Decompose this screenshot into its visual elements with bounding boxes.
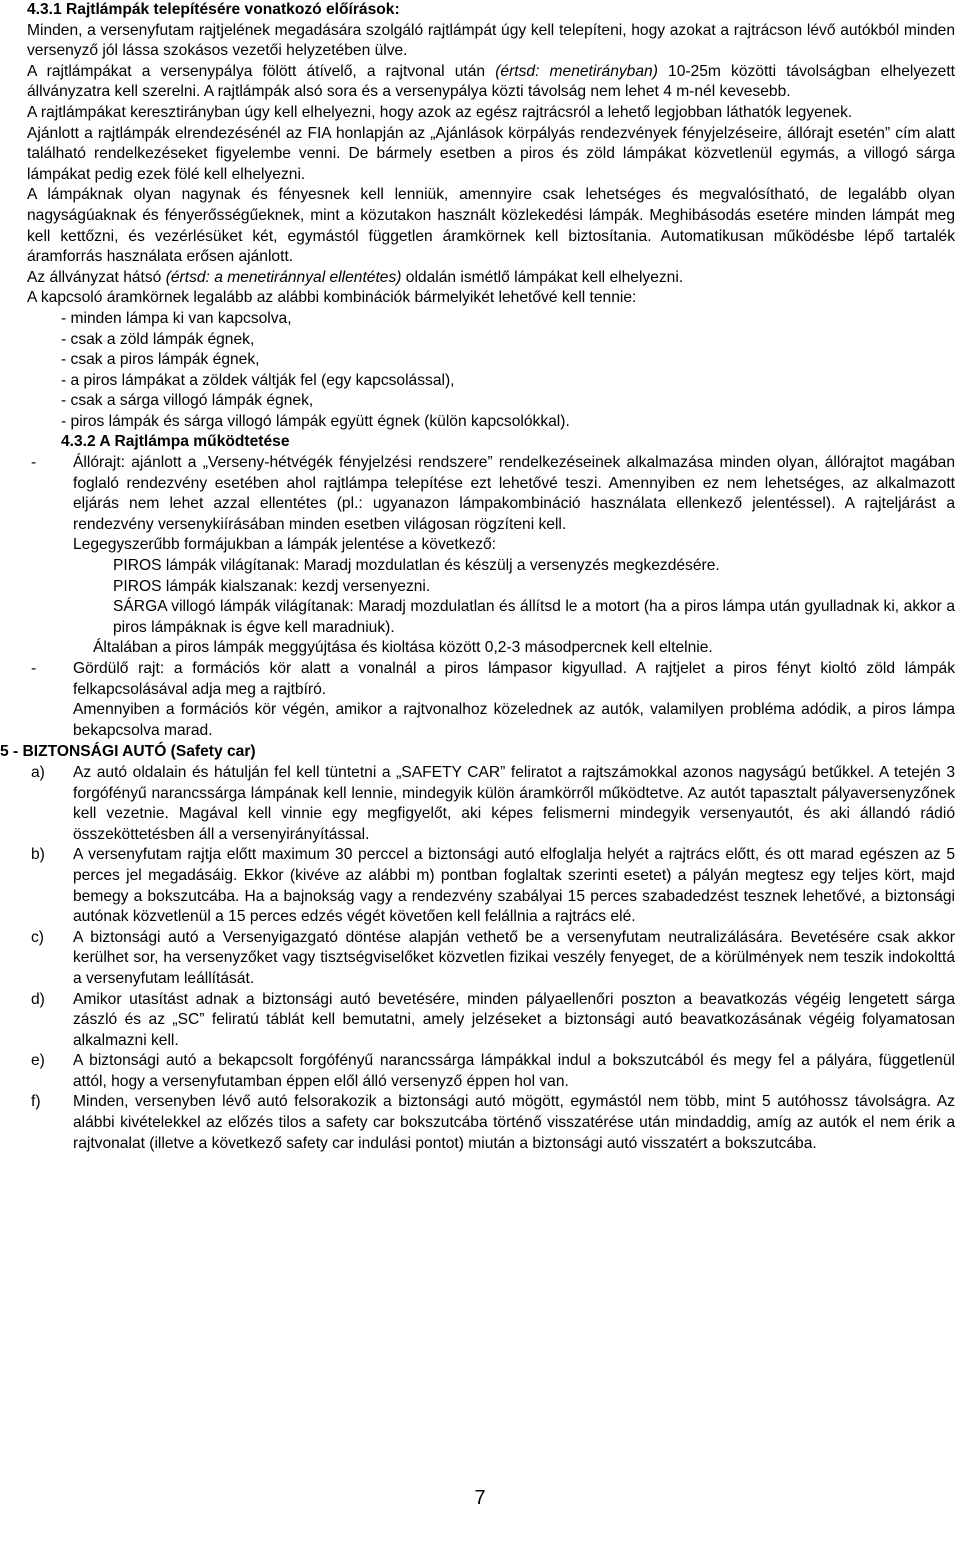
meaning-item: SÁRGA villogó lámpák világítanak: Maradj mozdulatlan és állítsd le a motort (ha a piros lámpa után gyulladnak ki, akkor a piros lámpáknak is égve kell maradniuk). bbox=[113, 598, 955, 636]
list-item: - piros lámpák és sárga villogó lámpák együtt égnek (külön kapcsolókkal). bbox=[61, 412, 570, 430]
section-heading-5: 5 - BIZTONSÁGI AUTÓ (Safety car) bbox=[0, 743, 256, 761]
paragraph: Állórajt: ajánlott a „Verseny-hétvégék fényjelzési rendszere” rendelkezéseinek alkalmazása minden olyan, állórajtot magában foglaló rendezvény esetében ahol rajtlámpa telepítése ezt lehetővé teszi. Amennyiben ez nem lehetséges, az alkalmazott eljárás nem lehet azzal ellentétes (pl.: ugyanazon lámpakombináció használata ellenkező jelentéssel). A rajteljárást a rendezvény versenykiírásában minden esetben világosan rögzíteni kell. bbox=[73, 454, 955, 533]
item-text: A biztonsági autó a Versenyigazgató döntése alapján vethető be a versenyfutam neutralizálására. Bevetésére csak akkor kerülhet sor, ha versenyzőket vagy tisztségviselőket közvetlen fizikai veszély fenyeget, de a körülmények nem teszik indokolttá a versenyfutam leállítását. bbox=[73, 928, 955, 987]
item-mark: e) bbox=[31, 1052, 45, 1070]
item-mark: a) bbox=[31, 763, 45, 781]
list-item: - minden lámpa ki van kapcsolva, bbox=[61, 309, 292, 327]
paragraph: Amennyiben a formációs kör végén, amikor a rajtvonalhoz közelednek az autók, valamilyen probléma adódik, a piros lámpa bekapcsolva marad. bbox=[73, 701, 955, 739]
paragraph: Ajánlott a rajtlámpák elrendezésénél az FIA honlapján az „Ajánlások körpályás rendezvények fényjelzéseire, állórajt esetén” cím alatt található rendelkezéseket figyelembe venni. De bármely esetben a piros és zöld lámpákat közvetlenül egymás, a villogó sárga lámpákat pedig ezek fölé kell elhelyezni. bbox=[27, 124, 955, 183]
list-item bbox=[27, 928, 955, 990]
paragraph: A lámpáknak olyan nagynak és fényesnek kell lenniük, amennyire csak lehetséges és megvalósítható, de legalább olyan nagyságúaknak és fényerősségűeknek, mint a közutakon használt közlekedési lámpák. Meghibásodás esetére minden lámpát meg kell kettőzni, és vezérlésüket két, egymástól független áramkörnek kell biztosítania. Automatikusan működésbe lépő tartalék áramforrás használata erősen ajánlott. bbox=[27, 186, 955, 266]
bullet-mark: - bbox=[31, 660, 37, 677]
paragraph: Az állványzat hátsó (értsd: a menetiránnyal ellentétes) oldalán ismétlő lámpákat kell elhelyezni. bbox=[27, 268, 684, 286]
list-item bbox=[27, 990, 955, 1052]
list-item: - csak a sárga villogó lámpák égnek, bbox=[61, 392, 314, 410]
list-item bbox=[27, 1092, 955, 1154]
list-item bbox=[27, 763, 955, 845]
paragraph: A kapcsoló áramkörnek legalább az alábbi kombinációk bármelyikét lehetővé kell tennie: bbox=[27, 289, 637, 307]
list-item bbox=[27, 845, 955, 927]
paragraph: A rajtlámpákat keresztirányban úgy kell elhelyezni, hogy azok az egész rajtrácsról a lehető legjobban láthatók legyenek. bbox=[27, 103, 853, 121]
section-heading-431: 4.3.1 Rajtlámpák telepítésére vonatkozó előírások: bbox=[27, 1, 400, 18]
bullet-mark: - bbox=[31, 454, 37, 472]
item-mark: b) bbox=[31, 846, 45, 864]
meaning-item: PIROS lámpák világítanak: Maradj mozdulatlan és készülj a versenyzés megkezdésére. bbox=[113, 557, 720, 575]
list-item: - csak a piros lámpák égnek, bbox=[61, 351, 260, 369]
item-text: A biztonsági autó a bekapcsolt forgófényű narancssárga lámpákkal indul a bokszutcából és megy fel a pályára, függetlenül attól, hogy a versenyfutamban éppen elől álló versenyző éppen hol van. bbox=[73, 1052, 955, 1090]
meaning-item: PIROS lámpák kialszanak: kezdj versenyezni. bbox=[113, 577, 431, 595]
combination-list bbox=[27, 309, 955, 433]
item-text: Az autó oldalain és hátulján fel kell tüntetni a „SAFETY CAR” feliratot a rajtszámokkal azonos nagyságú betűkkel. A tetején 3 forgófényű narancssárga lámpának kell lennie, mindegyik külön áramkörről működtetve. Az autót tapasztalt pályaversenyzőnek kell vezetnie. Magával kell vinnie egy megfigyelőt, aki képes felismerni mindegyik versenyautót, és aki állandó rádió összeköttetésben áll a versenyirányítással. bbox=[73, 763, 955, 843]
item-text: Amikor utasítást adnak a biztonsági autó bevetésére, minden pályaellenőri poszton a beavatkozás végéig lengetett sárga zászló és az „SC” feliratú táblát kell bemutatni, amely jelzéseket a biztonsági autó beavatkozásának végéig folyamatosan alkalmazni kell. bbox=[73, 990, 955, 1049]
item-text: A versenyfutam rajtja előtt maximum 30 perccel a biztonsági autó elfoglalja helyét a rajtrács előtt, és ott marad egészen az 5 perces jel megadásáig. Ekkor (kivéve az alábbi m) pontban foglaltak szerinti esetet) a pályán megtesz egy teljes kört, majd bemegy a bokszutcába. Ha a bajnokság vagy a rendezvény szabályai 15 perces szabadedzést tesznek lehetővé, a biztonsági autónak közvetlenül a 15 perces edzés végét követően kell felállnia a rajtrács elé. bbox=[73, 846, 955, 926]
paragraph: Gördülő rajt: a formációs kör alatt a vonalnál a piros lámpasor kigyullad. A rajtjelet a piros fényt kioltó zöld lámpák felkapcsolásával adja meg a rajtbíró. bbox=[73, 660, 955, 698]
item-text: Minden, versenyben lévő autó felsorakozik a biztonsági autó mögött, egymástól nem több, mint 5 autóhossz távolságra. Az alábbi kivételekkel az előzés tilos a safety car bokszutcába történő visszatérése után mindaddig, amíg az autók el nem érik a rajtvonalat (illetve a következő safety car indulási pontot) miután a biztonsági autó visszatért a bokszutcába. bbox=[73, 1093, 955, 1152]
list-item: - a piros lámpákat a zöldek váltják fel (egy kapcsolással), bbox=[61, 371, 455, 389]
list-item bbox=[27, 1051, 955, 1092]
paragraph: A rajtlámpákat a versenypálya fölött átívelő, a rajtvonal után (értsd: menetirányban) 10-25m közötti távolságban elhelyezett állványzatra kell szerelni. A rajtlámpák alsó sora és a versenypálya közti távolság nem lehet 4 m-nél kevesebb. bbox=[27, 62, 955, 101]
list-item: - csak a zöld lámpák égnek, bbox=[61, 330, 255, 348]
paragraph: Minden, a versenyfutam rajtjelének megadására szolgáló rajtlámpát úgy kell telepíteni, hogy azokat a rajtrácson lévő autókból minden versenyző jól lássa szokásos vezetői helyzetében ülve. bbox=[27, 21, 955, 60]
section-heading-432: 4.3.2 A Rajtlámpa működtetése bbox=[61, 433, 290, 451]
paragraph: Általában a piros lámpák meggyújtása és kioltása között 0,2-3 másodpercnek kell eltelnie. bbox=[93, 639, 713, 657]
item-mark: f) bbox=[31, 1093, 41, 1111]
page-number: 7 bbox=[474, 1487, 486, 1509]
list-item bbox=[27, 453, 955, 659]
list-item bbox=[27, 659, 955, 741]
paragraph: Legegyszerűbb formájukban a lámpák jelentése a következő: bbox=[73, 536, 497, 554]
item-mark: c) bbox=[31, 928, 44, 946]
item-mark: d) bbox=[31, 990, 45, 1008]
